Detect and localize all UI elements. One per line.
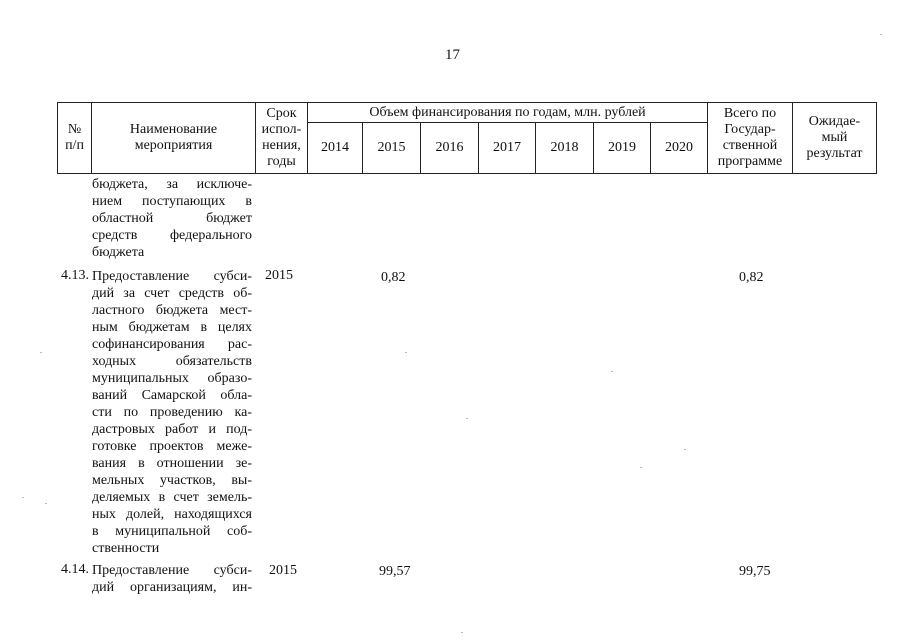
row-2-total: 0,82 (739, 270, 764, 285)
scan-speck (880, 34, 882, 35)
row-3-2015-value: 99,57 (379, 564, 411, 579)
table-header (57, 102, 877, 174)
scan-speck (611, 371, 613, 372)
header-year-2018: 2018 (550, 140, 579, 155)
scan-speck (45, 503, 47, 504)
row-3-name: Предоставление субси- дий организациям, ин- (92, 563, 252, 595)
header-name: Наименование мероприятия (129, 122, 218, 153)
row-2-number: 4.13. (61, 268, 89, 283)
header-funding: Объем финансирования по годам, млн. рублей (369, 104, 646, 120)
row-3-term: 2015 (269, 563, 297, 578)
scan-speck (40, 352, 42, 353)
row-3-total: 99,75 (739, 564, 771, 579)
header-total: Всего по Государ- ственной программе (717, 106, 783, 169)
header-term: Срок испол- нения, годы (261, 106, 302, 169)
header-result: Ожидае- мый результат (806, 114, 863, 161)
header-year-2014: 2014 (321, 140, 349, 155)
scan-speck (405, 352, 407, 353)
scan-speck (22, 497, 24, 498)
header-year-2017: 2017 (493, 140, 521, 155)
row-2-name: Предоставление субси- дий за счет средств об- ластного бюджета мест- ным бюджетам в целях софинансирования рас- ходных обязательств муниципальных образо- ваний Самарской обла- сти по проведению ка- дастровых работ и под- готовке проектов меже- вания в отношении зе- мельных участков, вы- деляемых в счет земель- ных долей, находящихся в муниципальной соб- ственности (92, 269, 252, 556)
page-number: 17 (445, 47, 460, 63)
scan-speck (461, 632, 463, 633)
scan-speck (684, 449, 686, 450)
header-year-2020: 2020 (665, 140, 693, 155)
header-year-2015: 2015 (377, 140, 406, 155)
row-3-number: 4.14. (61, 562, 89, 577)
header-year-2016: 2016 (435, 140, 464, 155)
row-1-name: бюджета, за исключе- нием поступающих в областной бюджет средств федерального бюджета (92, 177, 252, 260)
scan-speck (640, 467, 642, 468)
header-year-2019: 2019 (608, 140, 636, 155)
row-2-term: 2015 (265, 268, 293, 283)
scan-speck (466, 418, 468, 419)
header-no: № п/п (65, 122, 84, 153)
row-2-2015-value: 0,82 (381, 270, 406, 285)
